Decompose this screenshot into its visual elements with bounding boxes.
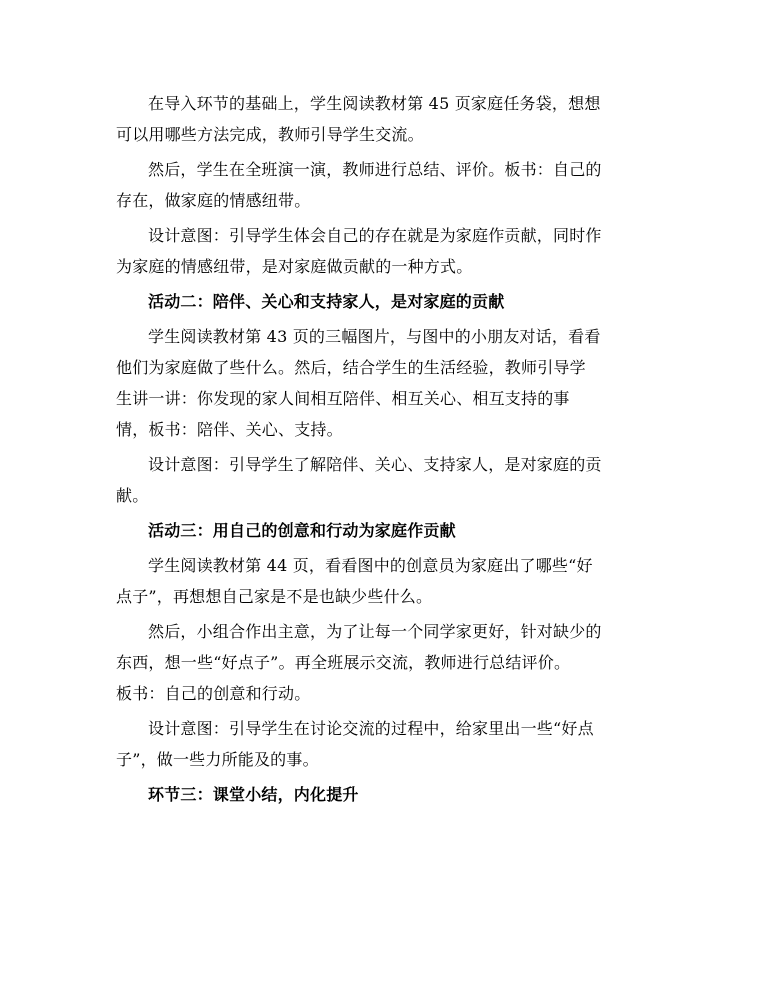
text-line: 生讲一讲：你发现的家人间相互陪伴、相互关心、相互支持的事 [116, 389, 570, 408]
section-heading-stage-3: 环节三：课堂小结，内化提升 [148, 785, 359, 804]
text-line: 设计意图：引导学生体会自己的存在就是为家庭作贡献，同时作 [148, 226, 602, 245]
text-line: 献。 [116, 486, 149, 505]
text-line: 设计意图：引导学生在讨论交流的过程中，给家里出一些“好点 [148, 719, 594, 738]
text-line: 然后，学生在全班演一演，教师进行总结、评价。板书：自己的 [148, 160, 602, 179]
text-line: 他们为家庭做了些什么。然后，结合学生的生活经验，教师引导学 [116, 358, 586, 377]
paragraph-three-pictures [116, 321, 656, 445]
text-line: 东西，想一些“好点子”。再全班展示交流，教师进行总结评价。 [116, 653, 571, 672]
paragraph-design-intent-2 [116, 449, 656, 511]
text-line: 然后，小组合作出主意，为了让每一个同学家更好，针对缺少的 [148, 622, 602, 641]
text-line: 可以用哪些方法完成，教师引导学生交流。 [116, 125, 424, 144]
text-line: 设计意图：引导学生了解陪伴、关心、支持家人，是对家庭的贡 [148, 455, 602, 474]
text-line: 情，板书：陪伴、关心、支持。 [116, 420, 343, 439]
document-page [116, 88, 656, 814]
paragraph-group-work [116, 616, 656, 709]
paragraph-design-intent-3 [116, 713, 656, 775]
text-line: 板书：自己的创意和行动。 [116, 684, 311, 703]
text-line: 点子”，再想想自己家是不是也缺少些什么。 [116, 587, 433, 606]
section-heading-activity-3: 活动三：用自己的创意和行动为家庭作贡献 [148, 521, 456, 540]
paragraph-good-ideas [116, 550, 656, 612]
paragraph-act-out [116, 154, 656, 216]
text-line: 为家庭的情感纽带，是对家庭做贡献的一种方式。 [116, 257, 473, 276]
section-heading-activity-2: 活动二：陪伴、关心和支持家人，是对家庭的贡献 [148, 292, 505, 311]
text-line: 子”，做一些力所能及的事。 [116, 750, 319, 769]
text-line: 学生阅读教材第 44 页，看看图中的创意员为家庭出了哪些“好 [148, 556, 593, 575]
text-line: 学生阅读教材第 43 页的三幅图片，与图中的小朋友对话，看看 [148, 327, 601, 346]
paragraph-task-bag [116, 88, 656, 150]
paragraph-design-intent-1 [116, 220, 656, 282]
text-line: 在导入环节的基础上，学生阅读教材第 45 页家庭任务袋，想想 [148, 94, 601, 113]
text-line: 存在，做家庭的情感纽带。 [116, 191, 311, 210]
